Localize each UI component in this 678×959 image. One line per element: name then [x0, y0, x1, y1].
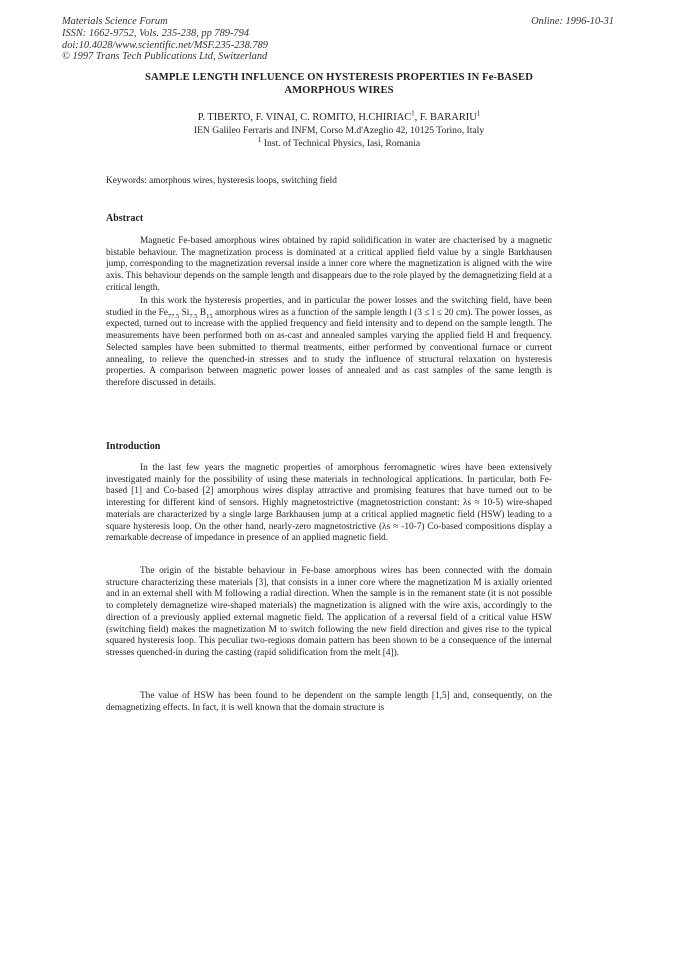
keywords: Keywords: amorphous wires, hysteresis loops, switching field [106, 176, 337, 186]
doi: doi:10.4028/www.scientific.net/MSF.235-238.789 [62, 39, 268, 51]
abstract-paragraph-1: Magnetic Fe-based amorphous wires obtained by rapid solidification in water are chacterised by a magnetic bistable behaviour. The magnetization process is dominated at a critical applied field value by a single Barkhausen jump, corresponding to the magnetization reversal inside a inner core where the magnetization is aligned with the wire axis. This behaviour depends on the sample length and disappears due to the role played by the demagnetizing field at a critical length. [106, 236, 552, 293]
journal-header [62, 16, 268, 63]
intro-paragraph-1: In the last few years the magnetic properties of amorphous ferromagnetic wires have been extensively investigated mainly for the possibility of using these materials in technological applications. In particular, both Fe-based [1] and Co-based [2] amorphous wires display attractive and promising features that have turned out to be interesting for different kind of sensors. Highly magnetostrictive (magnetostriction constant: λs ≈ 10-5) wire-shaped materials are characterized by a single large Barkhausen jump at a critical applied magnetic field (HSW) leading to a square hysteresis loop. On the other hand, nearly-zero magnetostrictive (λs ≈ -10-7) Co-based compositions display a remarkable decrease of impedance in presence of an applied magnetic field. [106, 463, 552, 544]
journal-name: Materials Science Forum [62, 16, 168, 27]
abstract-paragraph-2: In this work the hysteresis properties, and in particular the power losses and the switching field, have been studied in the $Fe_{77.5}$ $Si_{7.5}$ $B_{15}$ amorphous wires as a function of the sample length l (3 ≤ l ≤ 20 cm). The power losses, as expected, turned out to increase with the applied frequency and field intensity and to depend on the sample length. The measurements have been performed both on as-cast and annealed samples varying the applied field H and frequency. Selected samples have been submitted to thermal treatments, either performed by conventional furnace or current annealing, to relieve the quenched-in stresses and to study the influence of structural relaxation on hysteresis properties. A comparison between magnetic power losses of annealed and as cast samples of the same length is therefore discussed in details. [106, 296, 553, 388]
copyright: © 1997 Trans Tech Publications Ltd, Switzerland [62, 51, 268, 63]
affiliation-1: IEN Galileo Ferraris and INFM, Corso M.d'Azeglio 42, 10125 Torino, Italy [193, 125, 485, 136]
author-names: P. TIBERTO, F. VINAI, C. ROMITO, H.CHIRIAC$^1$, F. BARARIU$^1$ [197, 109, 481, 123]
paper-title: SAMPLE LENGTH INFLUENCE ON HYSTERESIS PROPERTIES IN Fe-BASED AMORPHOUS WIRES [145, 72, 533, 96]
affiliation-2: $^1$ Inst. of Technical Physics, Iasi, Romania [257, 135, 421, 149]
abstract-heading: Abstract [106, 213, 144, 224]
intro-paragraph-3: The value of HSW has been found to be dependent on the sample length [1,5] and, consequently, on the demagnetizing effects. In fact, it is well known that the domain structure is [106, 691, 552, 713]
author-block [100, 111, 578, 150]
issn: ISSN: 1662-9752, Vols. 235-238, pp 789-794 [62, 27, 250, 39]
intro-paragraph-2: The origin of the bistable behaviour in Fe-base amorphous wires has been connected with the domain structure characterizing these materials [3], that consists in a inner core where the magnetization M is axially oriented and in an external shell with M following a radial direction. When the sample is in the remanent state (it is not possible to completely demagnetize wire-shaped materials) the magnetization is aligned with the wire axis, accordingly to the direction of a previously applied external magnetic field. The application of a reversal field of a critical value HSW (switching field) makes the magnetization M to switch following the new field direction and gives rise to the typical squared hysteresis loop. This peculiar two-regions domain pattern has been shown to be a consequence of the internal stresses quenched-in during the casting (rapid solidification from the melt [4]). [106, 566, 552, 658]
online-date: Online: 1996-10-31 [531, 16, 614, 27]
introduction-heading: Introduction [106, 441, 161, 452]
